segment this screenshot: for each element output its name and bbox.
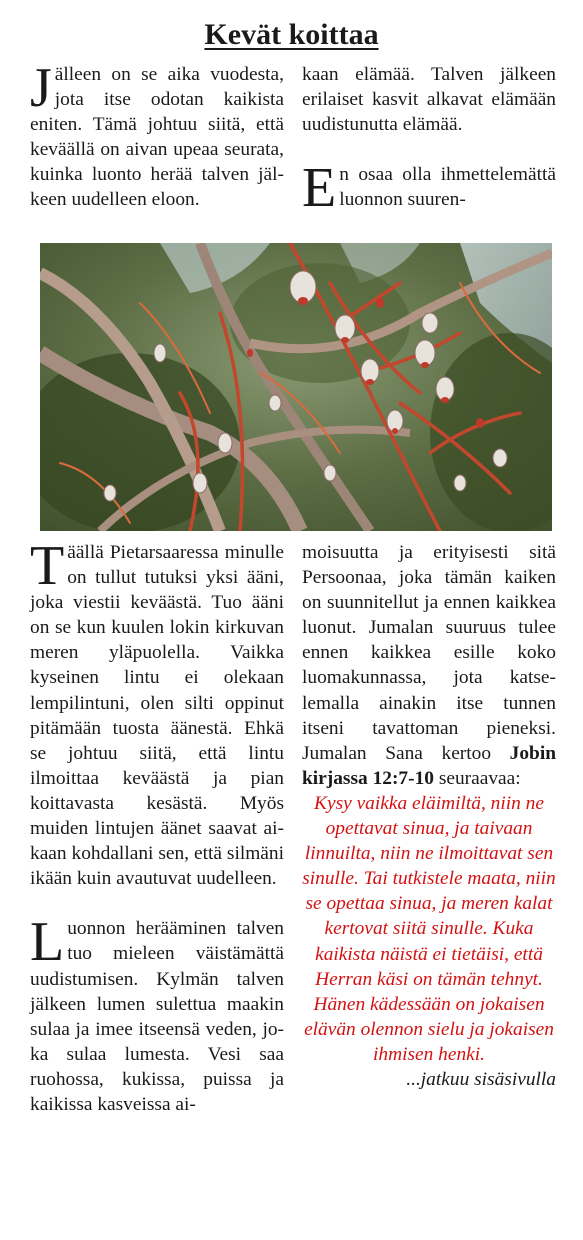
awakening-paragraph: [30, 911, 284, 1117]
wonder-text: n osaa olla ihmettelemättä luonnon suuren-: [339, 164, 556, 211]
drop-cap: E: [302, 157, 337, 220]
intro-paragraph: [30, 57, 284, 213]
article-title: Kevät koittaa: [204, 18, 379, 51]
seagull-paragraph: [30, 535, 284, 891]
lower-left-column: [30, 535, 284, 1117]
awakening-text: uonnon herääminen talven tuo mieleen väistämättä uudistumisen. Kylmän talven jälkeen lumen sulettua maakin sulaa ja imee itseensä veden, joka sulaa lumesta. Vesi saa ruohossa, kukissa, puissa ja kaikissa kasveissa ai-: [30, 918, 284, 1115]
willow-catkins-photo: [40, 243, 552, 531]
drop-cap: L: [30, 911, 65, 974]
lower-right-column: [302, 540, 556, 1092]
creator-text-end: seuraavaa:: [438, 767, 521, 789]
intro-continued-paragraph: kaan elämää. Talven jälkeen erilaiset kasvit alkavat elämään uudistunutta elämää.: [302, 64, 556, 136]
intro-right-column: [302, 62, 556, 220]
seagull-text: äällä Pietarsaaressa minulle on tullut tutuksi yksi ääni, joka viestii keväästä. Tuo ääni on se kun kuulen lokin kirkuvan meren yläpuolella. Vaikka kyseinen lintu ei olekaan lempilintuni, olen silti oppinut pitämään tuosta äänestä. Ehkä se johtuu siitä, että lintu ilmoittaa keväästä ja pian koittavasta kesästä. Myös muiden lintujen äänet saavat aikaan kohdallani sen, että silmäni ikään kuin avautuvat uudelleen.: [30, 542, 284, 890]
drop-cap: T: [30, 535, 65, 597]
intro-left-column: [30, 57, 284, 213]
bible-reference: Jobin kirjassa 12:7-10: [302, 742, 556, 789]
creator-paragraph: [302, 540, 556, 791]
bible-verse-quote: Kysy vaikka eläimiltä, niin ne opettavat sinua, ja taivaan linnuilta, niin ne ilmoittavat sen sinulle. Tai tutkistele maata, niin se opettaa sinua, ja meren kalat kertovat siitä sinulle. Kuka kaikista näistä ei tietäisi, että Herran käsi on tämän tehnyt. Hänen kädessään on jokaisen elävän olennon sielu ja jokaisen ihmisen henki.: [302, 792, 556, 1065]
intro-text: älleen on se aika vuodesta, jota itse odotan kaikista eniten. Tämä johtuu siitä, että keväällä on aivan upeaa seurata, kuinka luonto herää talven jälkeen uudelleen eloon.: [30, 64, 284, 211]
wonder-paragraph: [302, 157, 556, 220]
continues-note: ...jatkuu sisäsivulla: [406, 1068, 556, 1090]
drop-cap: J: [30, 57, 52, 119]
creator-text: moisuutta ja erityisesti sitä Persoonaa, joka tämän kaiken on suunnitellut ja ennen kaikkea luonut. Jumalan suuruus tulee ennen kaikkea esille koko luomakunnassa, jota katselemalla ainakin itse tunnen itseni tavattoman pieneksi. Jumalan Sana kertoo: [302, 542, 556, 764]
